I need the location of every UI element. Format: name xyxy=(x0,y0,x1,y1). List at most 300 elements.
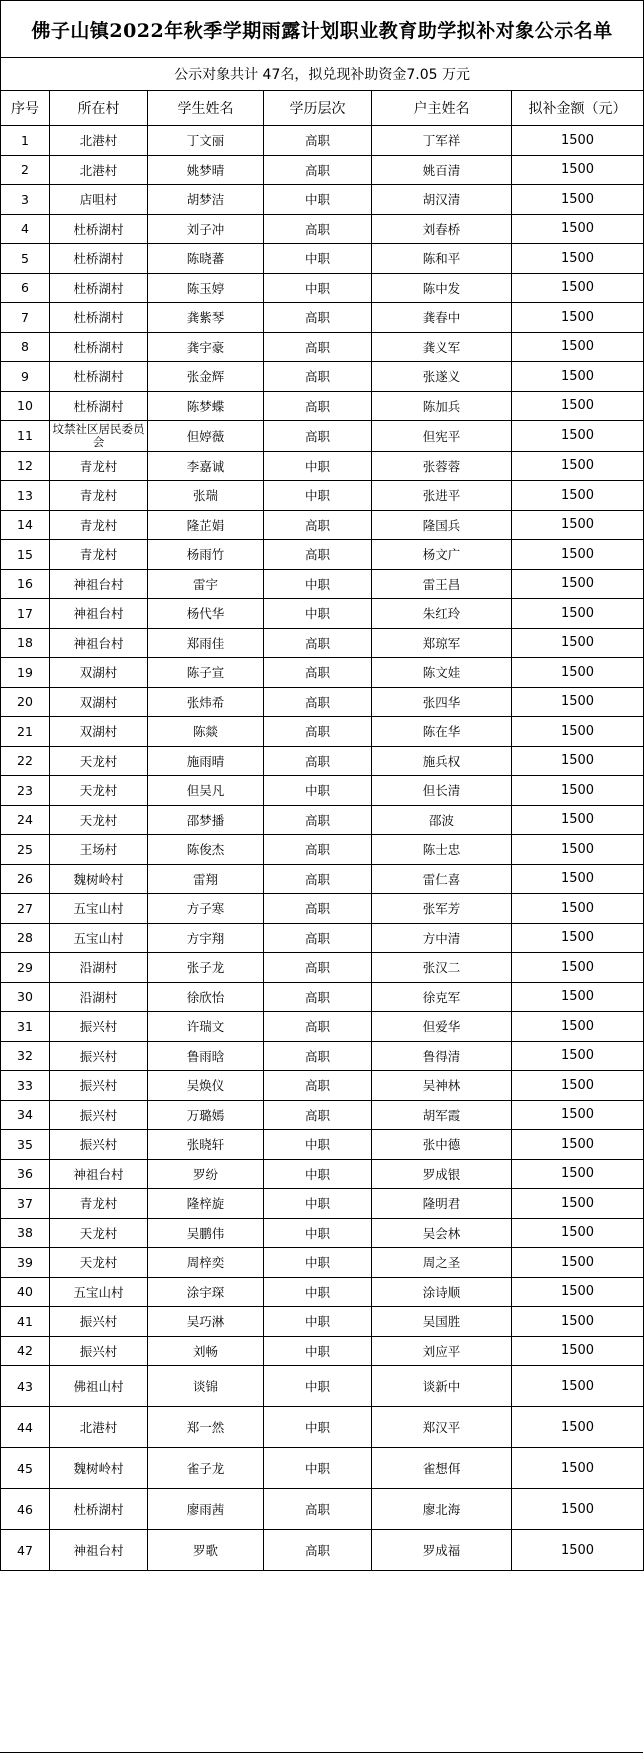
household-head-name: 涂诗顺 xyxy=(372,1277,512,1307)
table-row xyxy=(1,687,644,717)
row-index: 21 xyxy=(1,717,50,747)
household-head-name: 刘应平 xyxy=(372,1336,512,1366)
student-name: 廖雨茜 xyxy=(148,1489,264,1530)
table-row xyxy=(1,717,644,747)
household-head-name: 朱红玲 xyxy=(372,599,512,629)
household-head-name: 施兵权 xyxy=(372,746,512,776)
table-row xyxy=(1,1307,644,1337)
subsidy-amount: 1500 xyxy=(512,1218,644,1248)
village-name: 双湖村 xyxy=(50,687,148,717)
subsidy-amount: 1500 xyxy=(512,155,644,185)
table-row xyxy=(1,1159,644,1189)
table-row xyxy=(1,1277,644,1307)
student-name: 涂宇琛 xyxy=(148,1277,264,1307)
student-name: 姚梦晴 xyxy=(148,155,264,185)
subsidy-amount: 1500 xyxy=(512,1071,644,1101)
subsidy-amount: 1500 xyxy=(512,510,644,540)
student-name: 陈晓蕃 xyxy=(148,244,264,274)
subsidy-amount: 1500 xyxy=(512,451,644,481)
row-index: 13 xyxy=(1,481,50,511)
education-level: 中职 xyxy=(264,1218,372,1248)
household-head-name: 陈加兵 xyxy=(372,391,512,421)
row-index: 29 xyxy=(1,953,50,983)
row-index: 43 xyxy=(1,1366,50,1407)
subsidy-amount: 1500 xyxy=(512,391,644,421)
subsidy-amount: 1500 xyxy=(512,1530,644,1571)
table-row xyxy=(1,510,644,540)
student-name: 李嘉诚 xyxy=(148,451,264,481)
student-name: 但婷薇 xyxy=(148,421,264,452)
subsidy-amount: 1500 xyxy=(512,1489,644,1530)
row-index: 38 xyxy=(1,1218,50,1248)
table-row xyxy=(1,332,644,362)
household-head-name: 陈和平 xyxy=(372,244,512,274)
education-level: 中职 xyxy=(264,1307,372,1337)
household-head-name: 胡汉清 xyxy=(372,185,512,215)
table-row xyxy=(1,746,644,776)
education-level: 高职 xyxy=(264,953,372,983)
row-index: 20 xyxy=(1,687,50,717)
village-name: 杜桥湖村 xyxy=(50,391,148,421)
header-household-head: 户主姓名 xyxy=(372,91,512,126)
table-row xyxy=(1,273,644,303)
student-name: 龚宇豪 xyxy=(148,332,264,362)
row-index: 16 xyxy=(1,569,50,599)
village-name: 魏树岭村 xyxy=(50,864,148,894)
subsidy-amount: 1500 xyxy=(512,923,644,953)
household-head-name: 方中清 xyxy=(372,923,512,953)
student-name: 万璐嫣 xyxy=(148,1100,264,1130)
education-level: 高职 xyxy=(264,982,372,1012)
education-level: 高职 xyxy=(264,658,372,688)
village-name: 神祖台村 xyxy=(50,1159,148,1189)
table-row xyxy=(1,1407,644,1448)
table-row xyxy=(1,214,644,244)
page-title: 佛子山镇2022年秋季学期雨露计划职业教育助学拟补对象公示名单 xyxy=(1,1,644,58)
student-name: 雷宇 xyxy=(148,569,264,599)
table-row xyxy=(1,421,644,452)
student-name: 杨雨竹 xyxy=(148,540,264,570)
education-level: 高职 xyxy=(264,923,372,953)
village-name: 北港村 xyxy=(50,126,148,156)
table-row xyxy=(1,303,644,333)
subsidy-amount: 1500 xyxy=(512,332,644,362)
subsidy-amount: 1500 xyxy=(512,1012,644,1042)
village-name: 青龙村 xyxy=(50,481,148,511)
student-name: 陈子宣 xyxy=(148,658,264,688)
student-name: 施雨晴 xyxy=(148,746,264,776)
village-name: 北港村 xyxy=(50,155,148,185)
household-head-name: 但长清 xyxy=(372,776,512,806)
village-name: 神祖台村 xyxy=(50,599,148,629)
row-index: 33 xyxy=(1,1071,50,1101)
table-row xyxy=(1,481,644,511)
row-index: 5 xyxy=(1,244,50,274)
subsidy-amount: 1500 xyxy=(512,1366,644,1407)
education-level: 高职 xyxy=(264,421,372,452)
student-name: 邵梦播 xyxy=(148,805,264,835)
student-name: 陈玉婷 xyxy=(148,273,264,303)
education-level: 高职 xyxy=(264,510,372,540)
header-amount: 拟补金额（元） xyxy=(512,91,644,126)
student-name: 张晓轩 xyxy=(148,1130,264,1160)
row-index: 7 xyxy=(1,303,50,333)
student-name: 刘畅 xyxy=(148,1336,264,1366)
row-index: 24 xyxy=(1,805,50,835)
student-name: 陈梦蝶 xyxy=(148,391,264,421)
village-name: 振兴村 xyxy=(50,1071,148,1101)
education-level: 高职 xyxy=(264,1071,372,1101)
subsidy-amount: 1500 xyxy=(512,244,644,274)
subsidy-amount: 1500 xyxy=(512,214,644,244)
education-level: 中职 xyxy=(264,481,372,511)
student-name: 陈俊杰 xyxy=(148,835,264,865)
subsidy-amount: 1500 xyxy=(512,569,644,599)
subsidy-amount: 1500 xyxy=(512,1407,644,1448)
table-row xyxy=(1,776,644,806)
subsidy-amount: 1500 xyxy=(512,481,644,511)
student-name: 张瑞 xyxy=(148,481,264,511)
education-level: 高职 xyxy=(264,1530,372,1571)
household-head-name: 雷仁喜 xyxy=(372,864,512,894)
student-name: 方子寒 xyxy=(148,894,264,924)
education-level: 中职 xyxy=(264,244,372,274)
row-index: 42 xyxy=(1,1336,50,1366)
subsidy-amount: 1500 xyxy=(512,1189,644,1219)
table-row xyxy=(1,1041,644,1071)
education-level: 中职 xyxy=(264,1277,372,1307)
table-body xyxy=(1,1,644,1571)
village-name: 杜桥湖村 xyxy=(50,273,148,303)
row-index: 23 xyxy=(1,776,50,806)
row-index: 26 xyxy=(1,864,50,894)
student-name: 雷翔 xyxy=(148,864,264,894)
household-head-name: 张蓉蓉 xyxy=(372,451,512,481)
village-name: 五宝山村 xyxy=(50,923,148,953)
household-head-name: 吴神林 xyxy=(372,1071,512,1101)
education-level: 中职 xyxy=(264,776,372,806)
row-index: 47 xyxy=(1,1530,50,1571)
education-level: 中职 xyxy=(264,451,372,481)
table-row xyxy=(1,1012,644,1042)
subsidy-amount: 1500 xyxy=(512,599,644,629)
row-index: 41 xyxy=(1,1307,50,1337)
student-name: 杨代华 xyxy=(148,599,264,629)
table-row xyxy=(1,805,644,835)
row-index: 8 xyxy=(1,332,50,362)
village-name: 双湖村 xyxy=(50,717,148,747)
table-row xyxy=(1,953,644,983)
education-level: 中职 xyxy=(264,1248,372,1278)
education-level: 中职 xyxy=(264,1130,372,1160)
row-index: 31 xyxy=(1,1012,50,1042)
household-head-name: 郑汉平 xyxy=(372,1407,512,1448)
household-head-name: 张进平 xyxy=(372,481,512,511)
table-row xyxy=(1,1530,644,1571)
household-head-name: 刘春桥 xyxy=(372,214,512,244)
village-name: 天龙村 xyxy=(50,805,148,835)
education-level: 高职 xyxy=(264,687,372,717)
subsidy-amount: 1500 xyxy=(512,717,644,747)
row-index: 34 xyxy=(1,1100,50,1130)
subsidy-amount: 1500 xyxy=(512,1277,644,1307)
table-row xyxy=(1,599,644,629)
village-name: 青龙村 xyxy=(50,451,148,481)
row-index: 4 xyxy=(1,214,50,244)
village-name: 振兴村 xyxy=(50,1100,148,1130)
education-level: 高职 xyxy=(264,835,372,865)
subsidy-amount: 1500 xyxy=(512,746,644,776)
table-row xyxy=(1,1336,644,1366)
education-level: 中职 xyxy=(264,1448,372,1489)
table-row xyxy=(1,569,644,599)
table-row xyxy=(1,864,644,894)
student-name: 郑雨佳 xyxy=(148,628,264,658)
household-head-name: 邵波 xyxy=(372,805,512,835)
education-level: 高职 xyxy=(264,214,372,244)
subsidy-amount: 1500 xyxy=(512,1307,644,1337)
village-name: 振兴村 xyxy=(50,1012,148,1042)
table-row xyxy=(1,362,644,392)
household-head-name: 雀想佴 xyxy=(372,1448,512,1489)
village-name: 振兴村 xyxy=(50,1307,148,1337)
household-head-name: 陈在华 xyxy=(372,717,512,747)
education-level: 高职 xyxy=(264,332,372,362)
student-name: 徐欣怡 xyxy=(148,982,264,1012)
row-index: 44 xyxy=(1,1407,50,1448)
village-name: 天龙村 xyxy=(50,776,148,806)
subsidy-amount: 1500 xyxy=(512,421,644,452)
student-name: 隆芷娟 xyxy=(148,510,264,540)
summary-text: 公示对象共计 47名，拟兑现补助资金7.05 万元 xyxy=(1,58,644,91)
village-name: 振兴村 xyxy=(50,1336,148,1366)
table-row xyxy=(1,1100,644,1130)
village-name: 杜桥湖村 xyxy=(50,244,148,274)
village-name: 坟禁社区居民委员会 xyxy=(50,421,148,452)
row-index: 28 xyxy=(1,923,50,953)
subsidy-amount: 1500 xyxy=(512,805,644,835)
row-index: 6 xyxy=(1,273,50,303)
summary-row xyxy=(1,58,644,91)
row-index: 40 xyxy=(1,1277,50,1307)
household-head-name: 胡军霞 xyxy=(372,1100,512,1130)
header-village: 所在村 xyxy=(50,91,148,126)
subsidy-amount: 1500 xyxy=(512,1448,644,1489)
village-name: 双湖村 xyxy=(50,658,148,688)
row-index: 35 xyxy=(1,1130,50,1160)
table-row xyxy=(1,1489,644,1530)
education-level: 高职 xyxy=(264,362,372,392)
education-level: 高职 xyxy=(264,1100,372,1130)
subsidy-amount: 1500 xyxy=(512,658,644,688)
subsidy-amount: 1500 xyxy=(512,540,644,570)
village-name: 五宝山村 xyxy=(50,1277,148,1307)
education-level: 高职 xyxy=(264,805,372,835)
student-name: 张金辉 xyxy=(148,362,264,392)
household-head-name: 隆国兵 xyxy=(372,510,512,540)
title-row xyxy=(1,1,644,58)
table-row xyxy=(1,1071,644,1101)
subsidy-amount: 1500 xyxy=(512,273,644,303)
row-index: 3 xyxy=(1,185,50,215)
row-index: 32 xyxy=(1,1041,50,1071)
student-name: 张炜希 xyxy=(148,687,264,717)
table-row xyxy=(1,923,644,953)
household-head-name: 雷王昌 xyxy=(372,569,512,599)
student-name: 谈锦 xyxy=(148,1366,264,1407)
household-head-name: 徐克军 xyxy=(372,982,512,1012)
village-name: 天龙村 xyxy=(50,746,148,776)
subsidy-amount: 1500 xyxy=(512,1336,644,1366)
student-name: 许瑞文 xyxy=(148,1012,264,1042)
village-name: 振兴村 xyxy=(50,1041,148,1071)
table-row xyxy=(1,451,644,481)
household-head-name: 谈新中 xyxy=(372,1366,512,1407)
row-index: 25 xyxy=(1,835,50,865)
subsidy-amount: 1500 xyxy=(512,776,644,806)
education-level: 高职 xyxy=(264,894,372,924)
column-header-row xyxy=(1,91,644,126)
row-index: 46 xyxy=(1,1489,50,1530)
table-row xyxy=(1,894,644,924)
subsidy-amount: 1500 xyxy=(512,628,644,658)
household-head-name: 张遂义 xyxy=(372,362,512,392)
student-name: 隆梓旋 xyxy=(148,1189,264,1219)
village-name: 神祖台村 xyxy=(50,1530,148,1571)
household-head-name: 龚春中 xyxy=(372,303,512,333)
subsidy-amount: 1500 xyxy=(512,126,644,156)
row-index: 17 xyxy=(1,599,50,629)
student-name: 吴鹏伟 xyxy=(148,1218,264,1248)
student-name: 雀子龙 xyxy=(148,1448,264,1489)
education-level: 中职 xyxy=(264,1366,372,1407)
village-name: 振兴村 xyxy=(50,1130,148,1160)
subsidy-amount: 1500 xyxy=(512,362,644,392)
education-level: 中职 xyxy=(264,185,372,215)
household-head-name: 吴会林 xyxy=(372,1218,512,1248)
household-head-name: 廖北海 xyxy=(372,1489,512,1530)
subsidy-amount: 1500 xyxy=(512,303,644,333)
subsidy-amount: 1500 xyxy=(512,894,644,924)
student-name: 鲁雨晗 xyxy=(148,1041,264,1071)
village-name: 王场村 xyxy=(50,835,148,865)
household-head-name: 张中德 xyxy=(372,1130,512,1160)
village-name: 沿湖村 xyxy=(50,982,148,1012)
row-index: 36 xyxy=(1,1159,50,1189)
table-row xyxy=(1,185,644,215)
education-level: 中职 xyxy=(264,1189,372,1219)
table-row xyxy=(1,1130,644,1160)
student-name: 丁文丽 xyxy=(148,126,264,156)
subsidy-amount: 1500 xyxy=(512,953,644,983)
subsidy-amount: 1500 xyxy=(512,1159,644,1189)
student-name: 胡梦洁 xyxy=(148,185,264,215)
student-name: 陈燚 xyxy=(148,717,264,747)
household-head-name: 杨文广 xyxy=(372,540,512,570)
table-row xyxy=(1,1366,644,1407)
row-index: 22 xyxy=(1,746,50,776)
village-name: 天龙村 xyxy=(50,1218,148,1248)
household-head-name: 姚百清 xyxy=(372,155,512,185)
row-index: 10 xyxy=(1,391,50,421)
household-head-name: 郑琼军 xyxy=(372,628,512,658)
education-level: 高职 xyxy=(264,155,372,185)
student-name: 罗纷 xyxy=(148,1159,264,1189)
household-head-name: 张汉二 xyxy=(372,953,512,983)
household-head-name: 罗成福 xyxy=(372,1530,512,1571)
student-name: 吴焕仪 xyxy=(148,1071,264,1101)
education-level: 中职 xyxy=(264,1336,372,1366)
education-level: 高职 xyxy=(264,303,372,333)
village-name: 青龙村 xyxy=(50,1189,148,1219)
village-name: 青龙村 xyxy=(50,540,148,570)
household-head-name: 陈士忠 xyxy=(372,835,512,865)
household-head-name: 陈文娃 xyxy=(372,658,512,688)
education-level: 中职 xyxy=(264,569,372,599)
row-index: 27 xyxy=(1,894,50,924)
education-level: 高职 xyxy=(264,540,372,570)
household-head-name: 周之圣 xyxy=(372,1248,512,1278)
table-row xyxy=(1,391,644,421)
village-name: 神祖台村 xyxy=(50,569,148,599)
village-name: 沿湖村 xyxy=(50,953,148,983)
education-level: 中职 xyxy=(264,1407,372,1448)
table-row xyxy=(1,244,644,274)
row-index: 1 xyxy=(1,126,50,156)
student-name: 罗歌 xyxy=(148,1530,264,1571)
village-name: 杜桥湖村 xyxy=(50,362,148,392)
row-index: 2 xyxy=(1,155,50,185)
row-index: 37 xyxy=(1,1189,50,1219)
household-head-name: 但爱华 xyxy=(372,1012,512,1042)
education-level: 高职 xyxy=(264,1489,372,1530)
education-level: 中职 xyxy=(264,599,372,629)
table-row xyxy=(1,1189,644,1219)
education-level: 高职 xyxy=(264,717,372,747)
table-row xyxy=(1,658,644,688)
student-name: 张子龙 xyxy=(148,953,264,983)
village-name: 杜桥湖村 xyxy=(50,332,148,362)
subsidy-amount: 1500 xyxy=(512,687,644,717)
village-name: 店咀村 xyxy=(50,185,148,215)
education-level: 高职 xyxy=(264,391,372,421)
education-level: 高职 xyxy=(264,746,372,776)
table-row xyxy=(1,835,644,865)
student-name: 方宇翔 xyxy=(148,923,264,953)
village-name: 天龙村 xyxy=(50,1248,148,1278)
village-name: 佛祖山村 xyxy=(50,1366,148,1407)
subsidy-amount: 1500 xyxy=(512,1130,644,1160)
student-name: 吴巧淋 xyxy=(148,1307,264,1337)
table-row xyxy=(1,126,644,156)
household-head-name: 罗成银 xyxy=(372,1159,512,1189)
subsidy-amount: 1500 xyxy=(512,835,644,865)
village-name: 青龙村 xyxy=(50,510,148,540)
table-row xyxy=(1,540,644,570)
row-index: 19 xyxy=(1,658,50,688)
row-index: 14 xyxy=(1,510,50,540)
household-head-name: 陈中发 xyxy=(372,273,512,303)
subsidy-amount: 1500 xyxy=(512,1041,644,1071)
student-name: 郑一然 xyxy=(148,1407,264,1448)
education-level: 高职 xyxy=(264,126,372,156)
table-row xyxy=(1,155,644,185)
student-name: 龚紫琴 xyxy=(148,303,264,333)
education-level: 中职 xyxy=(264,273,372,303)
household-head-name: 张四华 xyxy=(372,687,512,717)
row-index: 30 xyxy=(1,982,50,1012)
household-head-name: 吴国胜 xyxy=(372,1307,512,1337)
